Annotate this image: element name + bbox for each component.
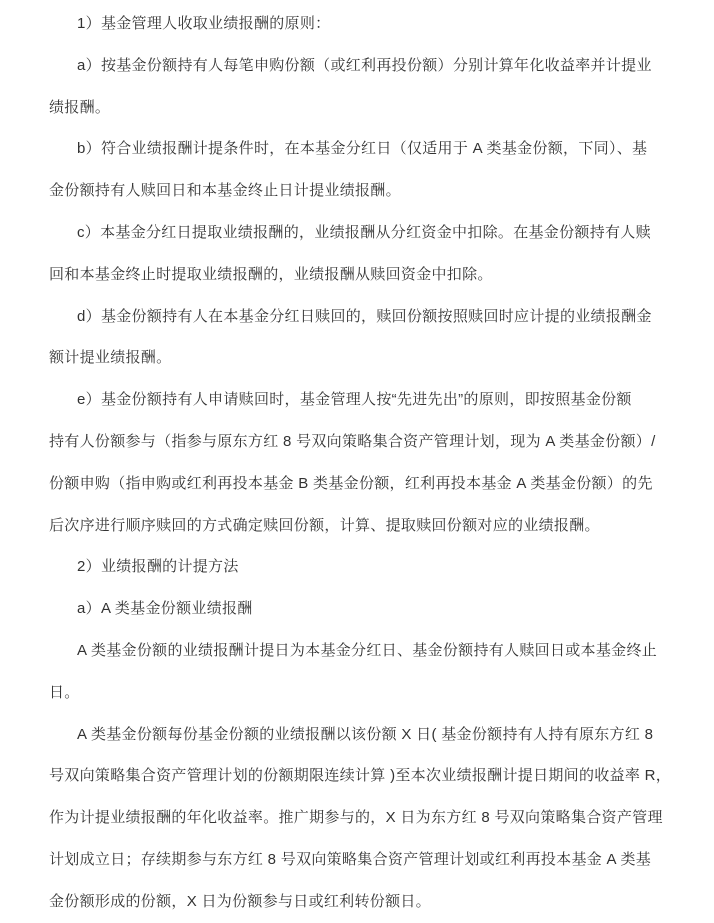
text-line: A 类基金份额的业绩报酬计提日为本基金分红日、基金份额持有人赎回日或本基金终止 [77, 641, 658, 659]
text-line: A 类基金份额每份基金份额的业绩报酬以该份额 X 日( 基金份额持有人持有原东方红 8 [77, 725, 654, 743]
text-line: 金份额持有人赎回日和本基金终止日计提业绩报酬。 [49, 182, 401, 200]
text-line: 日。 [49, 683, 80, 701]
text-line: 作为计提业绩报酬的年化收益率。推广期参与的，X 日为东方红 8 号双向策略集合资产管理 [49, 809, 663, 827]
text-line: 2）业绩报酬的计提方法 [77, 558, 239, 576]
text-line: d）基金份额持有人在本基金分红日赎回的，赎回份额按照赎回时应计提的业绩报酬金 [77, 307, 652, 325]
text-line: 份额申购（指申购或红利再投本基金 B 类基金份额，红利再投本基金 A 类基金份额）的先 [49, 474, 653, 492]
text-line: b）符合业绩报酬计提条件时，在本基金分红日（仅适用于 A 类基金份额，下同）、基 [77, 140, 648, 158]
text-line: 持有人份额参与（指参与原东方红 8 号双向策略集合资产管理计划，现为 A 类基金份额）/ [49, 432, 656, 450]
text-line: 额计提业绩报酬。 [49, 349, 172, 367]
text-line: 后次序进行顺序赎回的方式确定赎回份额，计算、提取赎回份额对应的业绩报酬。 [49, 516, 600, 534]
text-line: 金份额形成的份额，X 日为份额参与日或红利转份额日。 [49, 892, 431, 910]
text-line: a）按基金份额持有人每笔申购份额（或红利再投份额）分别计算年化收益率并计提业 [77, 56, 652, 74]
text-line: c）本基金分红日提取业绩报酬的，业绩报酬从分红资金中扣除。在基金份额持有人赎 [77, 223, 651, 241]
text-line: 回和本基金终止时提取业绩报酬的，业绩报酬从赎回资金中扣除。 [49, 265, 493, 283]
text-line: 1）基金管理人收取业绩报酬的原则： [77, 15, 331, 32]
text-line: 计划成立日；存续期参与东方红 8 号双向策略集合资产管理计划或红利再投本基金 A 类基 [49, 850, 652, 868]
text-line: 号双向策略集合资产管理计划的份额期限连续计算 )至本次业绩报酬计提日期间的收益率 R， [49, 767, 672, 785]
text-line: a）A 类基金份额业绩报酬 [77, 600, 253, 618]
document-text-block [49, 3, 689, 923]
text-line: 绩报酬。 [49, 98, 111, 116]
text-line: e）基金份额持有人申请赎回时，基金管理人按“先进先出”的原则，即按照基金份额 [77, 391, 632, 409]
